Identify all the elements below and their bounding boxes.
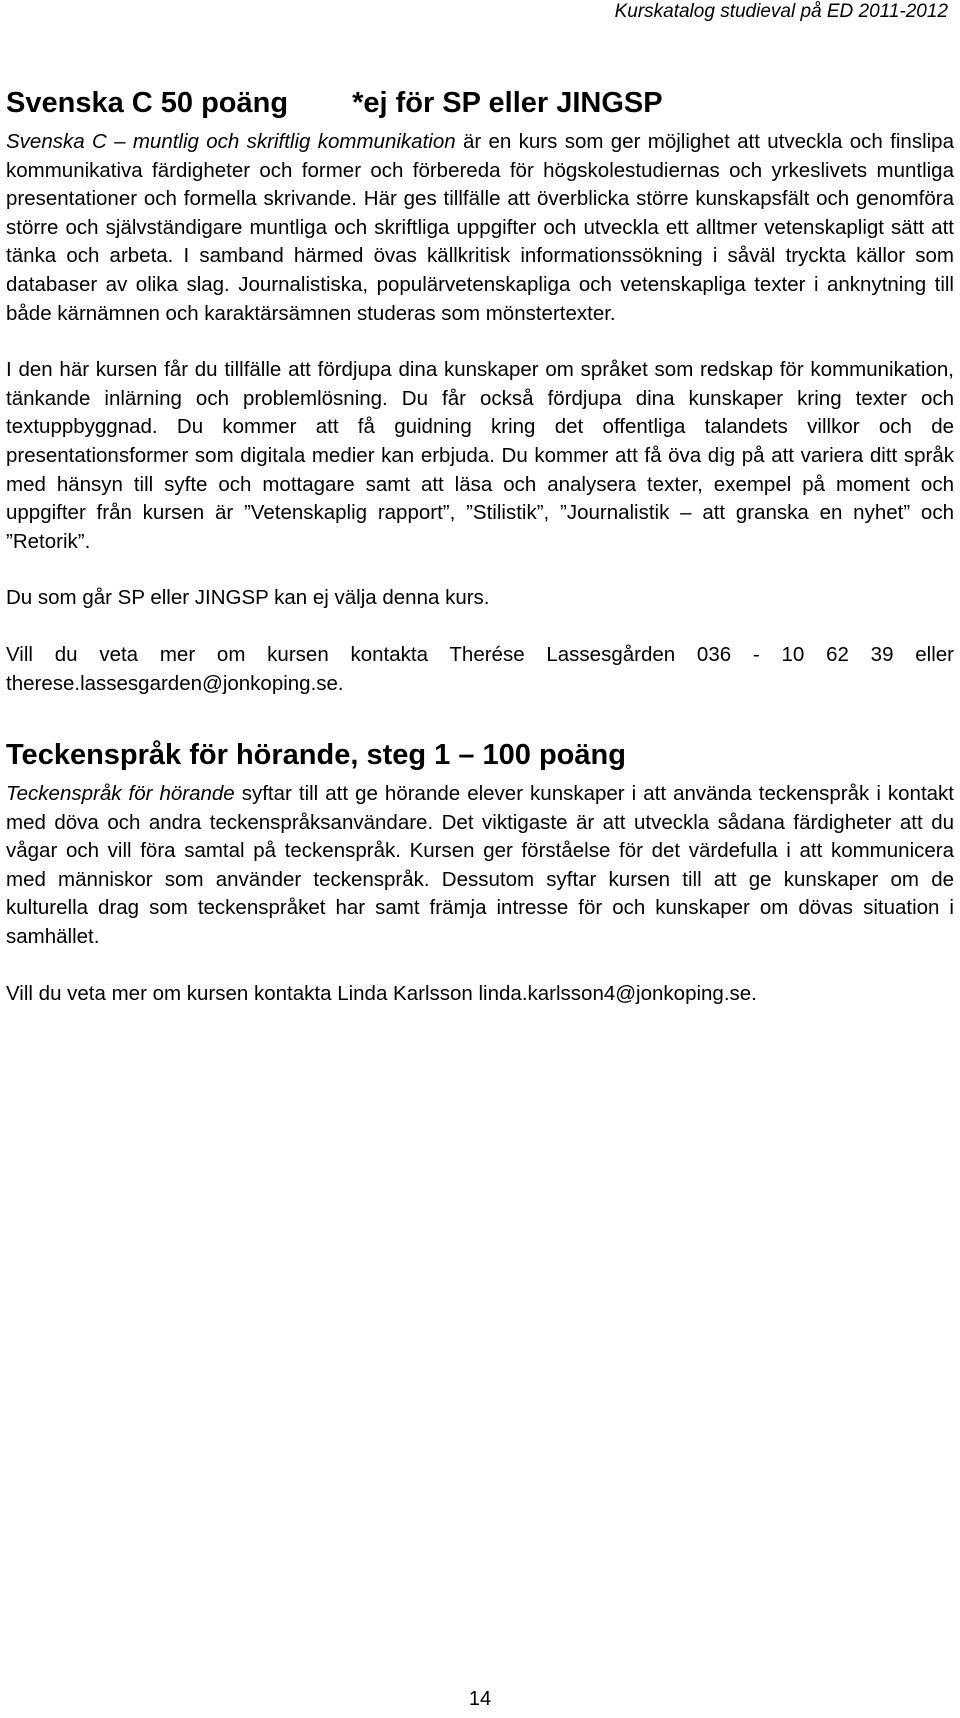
course-content-paragraph	[6, 356, 954, 556]
contact-paragraph	[6, 980, 954, 1009]
paragraph-text: I den här kursen får du tillfälle att fördjupa dina kunskaper om språket som redskap för kommunikation, tänkande inlärning och problemlösning. Du får också fördjupa dina kunskaper kring texter och textuppbyggnad. Du kommer att få guidning kring det offentliga talandets villkor och de presentationsformer som digitala medier kan erbjuda. Du kommer att få öva dig på att variera ditt språk med hänsyn till syfte och mottagare samt att läsa och analysera texter, exempel på moment och uppgifter från kursen är ”Vetenskaplig rapport”, ”Stilistik”, ”Journalistik – att granska en nyhet” och ”Retorik”.	[6, 358, 954, 553]
running-header: Kurskatalog studieval på ED 2011-2012	[614, 1, 948, 22]
contact-paragraph	[6, 641, 954, 698]
paragraph-text: Du som går SP eller JINGSP kan ej välja denna kurs.	[6, 586, 490, 610]
course-name-italic: Svenska C – muntlig och skriftlig kommunikation	[6, 130, 456, 153]
course-description-paragraph	[6, 780, 954, 952]
course-description-paragraph	[6, 128, 954, 328]
paragraph-text: är en kurs som ger möjlighet att utveckla och finslipa kommunikativa färdigheter och former och förbereda för högskolestudiernas och yrkeslivets muntliga presentationer och formella skrivande. Här ges tillfälle att överblicka större kunskapsfält och genomföra större och självständigare muntliga och skriftliga uppgifter och utveckla ett alltmer vetenskapligt sätt att tänka och arbeta. I samband härmed övas källkritisk informationssökning i såväl tryckta källor som databaser av olika slag. Journalistiska, populärvetenskapliga och vetenskapliga texter i anknytning till både kärnämnen och karaktärsämnen studeras som mönstertexter.	[6, 130, 954, 325]
paragraph-text: Vill du veta mer om kursen kontakta Therése Lassesgården 036 - 10 62 39 eller therese.lassesgarden@jonkoping.se.	[6, 642, 954, 695]
page-content	[6, 86, 954, 1008]
section-heading-title: Svenska C 50 poäng	[6, 87, 289, 119]
section-teckensprak	[6, 738, 954, 1008]
restriction-paragraph	[6, 584, 954, 613]
page-number: 14	[468, 1688, 492, 1710]
section-heading-svenska-c	[6, 86, 954, 120]
course-name-italic: Teckenspråk för hörande	[6, 782, 235, 806]
section-heading-note: *ej för SP eller JINGSP	[352, 87, 663, 119]
paragraph-text: Vill du veta mer om kursen kontakta Linda Karlsson linda.karlsson4@jonkoping.se.	[6, 981, 757, 1005]
section-heading-title: Teckenspråk för hörande, steg 1 – 100 poäng	[6, 739, 626, 772]
section-svenska-c	[6, 86, 954, 698]
section-heading-teckensprak	[6, 738, 954, 772]
paragraph-text: syftar till att ge hörande elever kunskaper i att använda teckenspråk i kontakt med döva och andra teckenspråksanvändare. Det viktigaste är att utveckla sådana färdigheter att du vågar och vill föra samtal på teckenspråk. Kursen ger förståelse för det värdefulla i att kommunicera med människor som använder teckenspråk. Dessutom syftar kursen till att ge kunskaper om de kulturella drag som teckenspråket har samt främja intresse för och kunskaper om dövas situation i samhället.	[6, 782, 954, 949]
